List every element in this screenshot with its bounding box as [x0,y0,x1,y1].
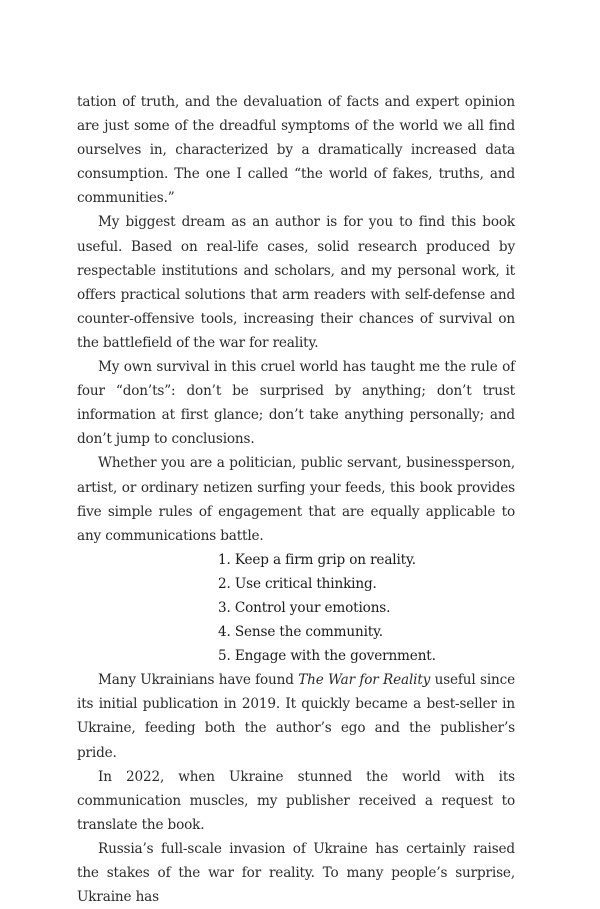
rule-item: 3. Control your emotions. [218,599,391,616]
paragraph-symptoms: tation of truth, and the devaluation of facts and expert opinion are just some of the dreadful symptoms of the world we all find ourselves in, characterized by a dramatically increased data consumption. The one I called “the world of fakes, truths, and communities.” [77,94,515,207]
paragraph-book-publication [77,668,515,764]
book-title: The War for Reality [298,672,431,689]
paragraph-prefix: Many Ukrainians have found [98,672,299,689]
paragraph-translation-request: In 2022, when Ukraine stunned the world with its communication muscles, my publisher received a request to translate the book. [77,768,515,833]
paragraph-four-donts: My own survival in this cruel world has taught me the rule of four “don’ts”: don’t be surprised by anything; don’t trust information at first glance; don’t take anything personally; and don’t jump to conclusions. [77,359,515,448]
rule-item: 5. Engage with the government. [218,648,436,665]
rule-item: 1. Keep a firm grip on reality. [218,551,416,568]
rule-item: 2. Use critical thinking. [218,575,377,592]
rules-of-engagement-list [77,548,515,668]
paragraph-author-dream: My biggest dream as an author is for you to find this book useful. Based on real-life cases, solid research produced by respectable institutions and scholars, and my personal work, it offers practical solutions that arm readers with self-defense and counter-offensive tools, increasing their chances of survival on the battlefield of the war for reality. [77,214,515,351]
rule-item: 4. Sense the community. [218,624,383,641]
book-page [77,90,515,909]
paragraph-rules-intro: Whether you are a politician, public servant, businessperson, artist, or ordinary netizen surfing your feeds, this book provides five simple rules of engagement that are equally applicable to any communications battle. [77,455,515,544]
paragraph-suffix: useful since its initial publication in 2019. It quickly became a best-seller in Ukraine, feeding both the author’s ego and the publisher’s pride. [77,672,515,761]
paragraph-invasion: Russia’s full-scale invasion of Ukraine has certainly raised the stakes of the war for reality. To many people’s surprise, Ukraine has [77,840,515,906]
